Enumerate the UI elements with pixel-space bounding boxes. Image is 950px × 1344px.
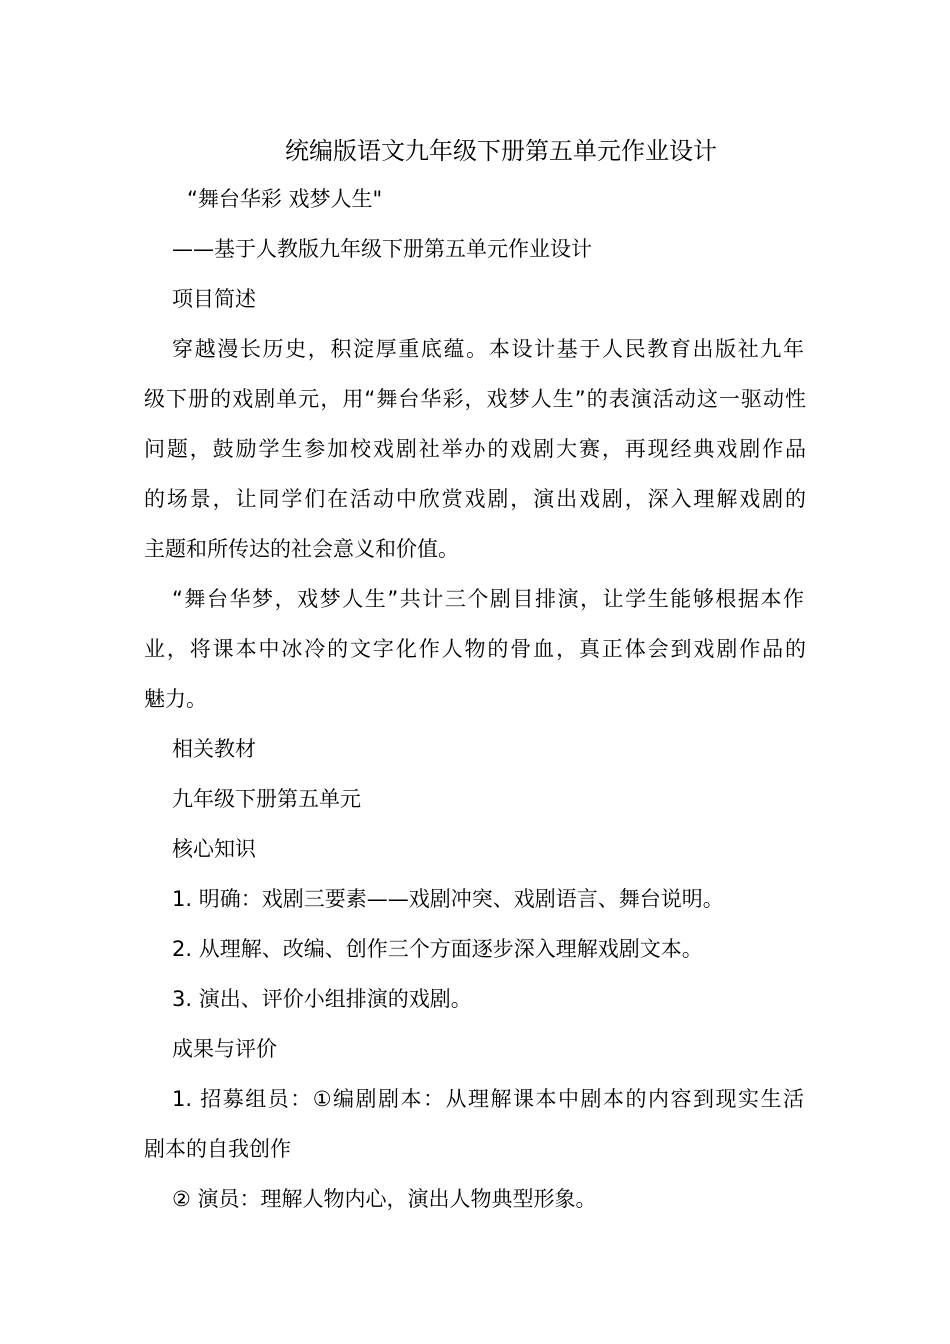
theme-subtitle: “舞台华彩 戏梦人生" [187, 187, 383, 211]
knowledge-item: 1. 明确：戏剧三要素——戏剧冲突、戏剧语言、舞台说明。 [172, 887, 724, 911]
basis-subtitle: ——基于人教版九年级下册第五单元作业设计 [172, 237, 592, 261]
overview-paragraph1-line: 问题，鼓励学生参加校戏剧社举办的戏剧大赛，再现经典戏剧作品 [144, 437, 806, 461]
materials-text: 九年级下册第五单元 [172, 787, 361, 811]
results-item1-line1: 1. 招募组员：①编剧剧本：从理解课本中剧本的内容到现实生活 [172, 1087, 804, 1111]
section-heading-overview: 项目简述 [172, 287, 256, 311]
overview-paragraph1-line: 穿越漫长历史，积淀厚重底蕴。本设计基于人民教育出版社九年 [172, 337, 804, 361]
document-title: 统编版语文九年级下册第五单元作业设计 [285, 137, 717, 165]
knowledge-item: 2. 从理解、改编、创作三个方面逐步深入理解戏剧文本。 [172, 937, 703, 961]
section-heading-knowledge: 核心知识 [172, 837, 256, 861]
results-item2: ② 演员：理解人物内心，演出人物典型形象。 [172, 1187, 597, 1211]
overview-paragraph2-line: 魅力。 [144, 687, 207, 711]
overview-paragraph1-line: 的场景，让同学们在活动中欣赏戏剧，演出戏剧，深入理解戏剧的 [144, 487, 806, 511]
section-heading-results: 成果与评价 [172, 1037, 277, 1061]
overview-paragraph1-line: 主题和所传达的社会意义和价值。 [144, 537, 459, 561]
knowledge-item: 3. 演出、评价小组排演的戏剧。 [172, 987, 472, 1011]
overview-paragraph2-line: 业，将课本中冰冷的文字化作人物的骨血，真正体会到戏剧作品的 [144, 637, 806, 661]
overview-paragraph1-line: 级下册的戏剧单元，用“舞台华彩，戏梦人生”的表演活动这一驱动性 [144, 387, 806, 411]
section-heading-materials: 相关教材 [172, 737, 256, 761]
overview-paragraph2-line: “舞台华梦，戏梦人生”共计三个剧目排演，让学生能够根据本作 [172, 587, 804, 611]
results-item1-line2: 剧本的自我创作 [144, 1137, 291, 1161]
